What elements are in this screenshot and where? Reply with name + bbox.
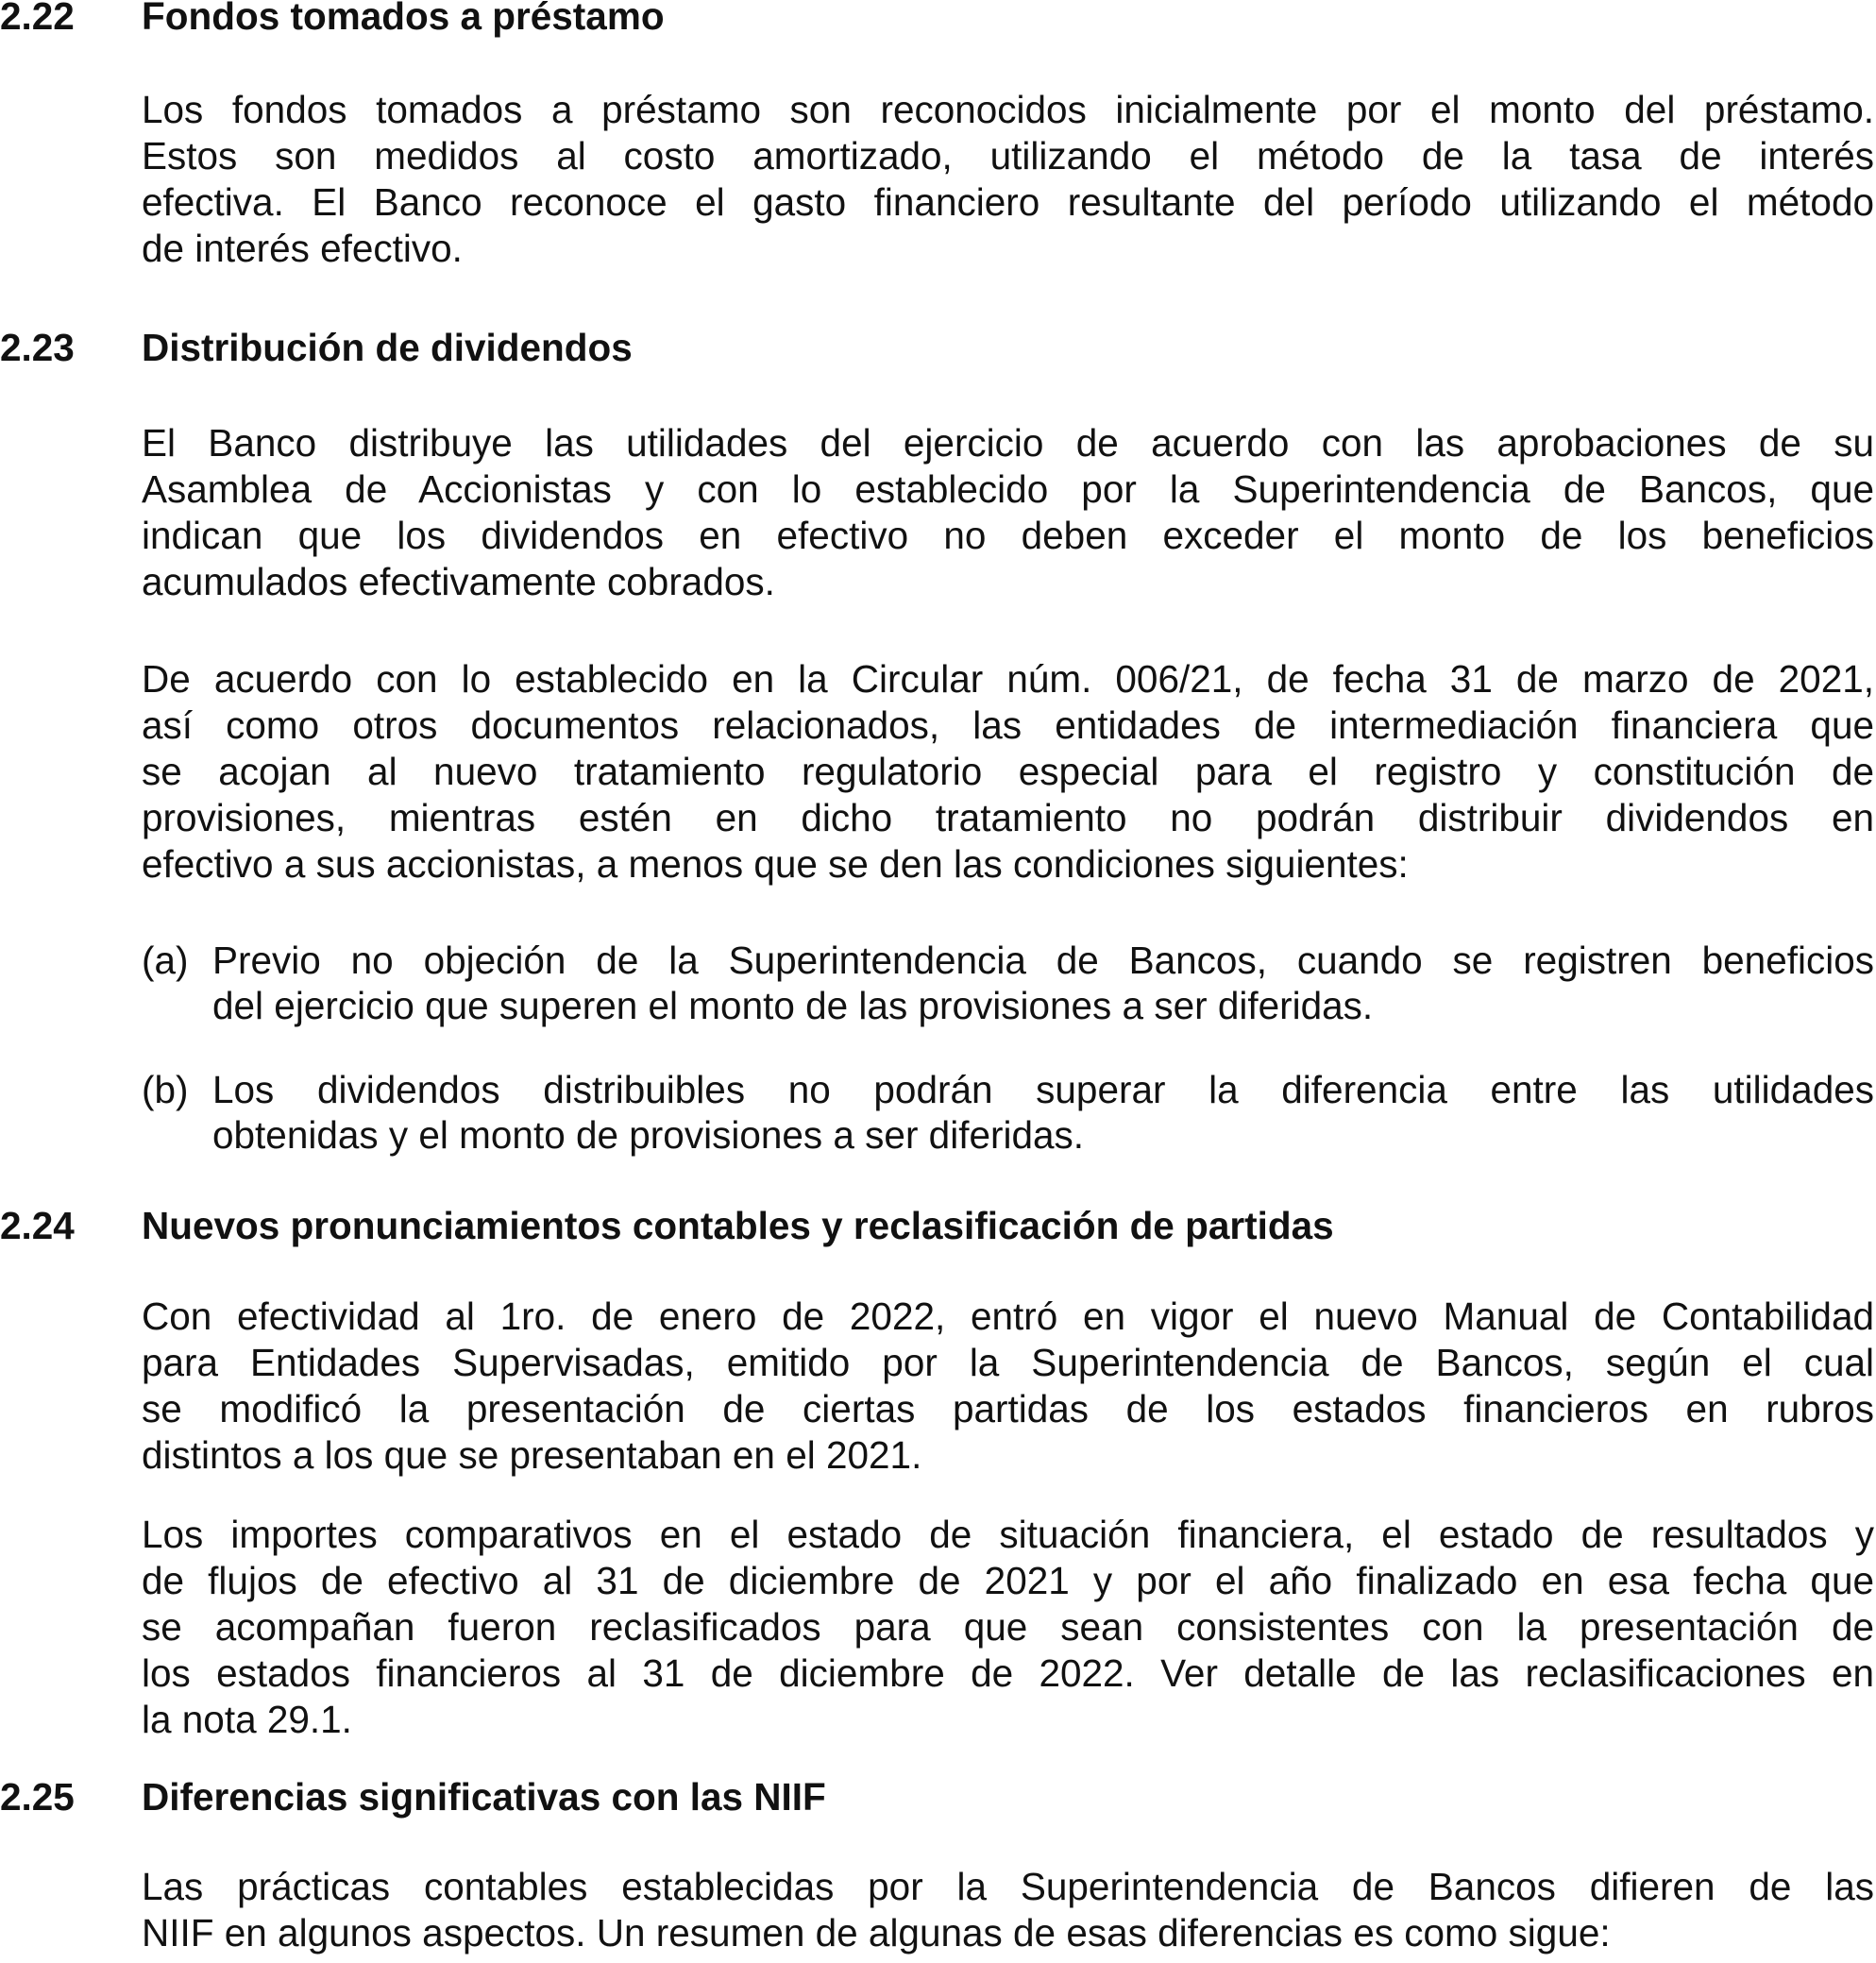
paragraph: [142, 87, 1874, 272]
paragraph-line: Con efectividad al 1ro. de enero de 2022, entró en vigor el nuevo Manual de Contabilidad: [142, 1295, 1874, 1338]
list-item-label: (b): [142, 1068, 189, 1111]
paragraph-line: se acompañan fueron reclasificados para que sean consistentes con la presentación de: [142, 1605, 1874, 1649]
paragraph: [142, 656, 1874, 888]
paragraph-line: efectivo a sus accionistas, a menos que se den las condiciones siguientes:: [142, 842, 1409, 886]
paragraph-line: de interés efectivo.: [142, 227, 463, 270]
paragraph-line: la nota 29.1.: [142, 1698, 352, 1741]
paragraph-line: efectiva. El Banco reconoce el gasto financiero resultante del período utilizando el método: [142, 180, 1874, 224]
section-title: Nuevos pronunciamientos contables y reclasificación de partidas: [142, 1204, 1334, 1247]
list-item-body: [212, 938, 1874, 1028]
paragraph-line: De acuerdo con lo establecido en la Circular núm. 006/21, de fecha 31 de marzo de 2021,: [142, 657, 1874, 701]
list-item-line: obtenidas y el monto de provisiones a ser diferidas.: [212, 1113, 1085, 1157]
section-number: 2.22: [0, 0, 75, 38]
paragraph: [142, 1294, 1874, 1479]
section-heading-2-24: [0, 1202, 1876, 1249]
paragraph-line: El Banco distribuye las utilidades del ejercicio de acuerdo con las aprobaciones de su: [142, 421, 1874, 465]
list-item-body: [212, 1067, 1874, 1158]
paragraph: [142, 1512, 1874, 1743]
paragraph-line: Asamblea de Accionistas y con lo establecido por la Superintendencia de Bancos, que: [142, 467, 1874, 511]
paragraph-line: Los fondos tomados a préstamo son reconocidos inicialmente por el monto del préstamo.: [142, 88, 1874, 131]
paragraph-line: los estados financieros al 31 de diciembre de 2022. Ver detalle de las reclasificaciones en: [142, 1651, 1874, 1695]
paragraph-line: Los importes comparativos en el estado de situación financiera, el estado de resultados y: [142, 1513, 1874, 1556]
paragraph-line: distintos a los que se presentaban en el 2021.: [142, 1433, 922, 1477]
section-number: 2.24: [0, 1204, 75, 1247]
section-heading-2-22: [0, 0, 1876, 40]
section-number: 2.25: [0, 1775, 75, 1819]
paragraph-line: Las prácticas contables establecidas por la Superintendencia de Bancos difieren de las: [142, 1865, 1874, 1908]
paragraph-line: Estos son medidos al costo amortizado, utilizando el método de la tasa de interés: [142, 134, 1874, 178]
section-heading-2-23: [0, 324, 1876, 371]
paragraph-line: NIIF en algunos aspectos. Un resumen de algunas de esas diferencias es como sigue:: [142, 1911, 1611, 1955]
section-number: 2.23: [0, 326, 75, 369]
section-title: Diferencias significativas con las NIIF: [142, 1775, 826, 1819]
list-item-line: Los dividendos distribuibles no podrán superar la diferencia entre las utilidades: [212, 1068, 1874, 1111]
list-item-line: del ejercicio que superen el monto de las provisiones a ser diferidas.: [212, 984, 1374, 1027]
section-heading-2-25: [0, 1773, 1876, 1820]
paragraph-line: así como otros documentos relacionados, las entidades de intermediación financiera que: [142, 703, 1874, 747]
list-item-line: Previo no objeción de la Superintendencia de Bancos, cuando se registren beneficios: [212, 939, 1874, 982]
paragraph-line: indican que los dividendos en efectivo no deben exceder el monto de los beneficios: [142, 514, 1874, 557]
paragraph-line: de flujos de efectivo al 31 de diciembre de 2021 y por el año finalizado en esa fecha que: [142, 1559, 1874, 1602]
paragraph: [142, 420, 1874, 605]
paragraph-line: se modificó la presentación de ciertas partidas de los estados financieros en rubros: [142, 1387, 1874, 1430]
list-item-label: (a): [142, 939, 189, 982]
section-title: Fondos tomados a préstamo: [142, 0, 665, 38]
list-item-a: [142, 938, 1874, 1028]
paragraph-line: acumulados efectivamente cobrados.: [142, 560, 775, 603]
paragraph-line: se acojan al nuevo tratamiento regulatorio especial para el registro y constitución de: [142, 750, 1874, 793]
section-title: Distribución de dividendos: [142, 326, 633, 369]
paragraph: [142, 1864, 1874, 1956]
paragraph-line: para Entidades Supervisadas, emitido por la Superintendencia de Bancos, según el cual: [142, 1341, 1874, 1384]
paragraph-line: provisiones, mientras estén en dicho tratamiento no podrán distribuir dividendos en: [142, 796, 1874, 839]
list-item-b: [142, 1067, 1874, 1158]
